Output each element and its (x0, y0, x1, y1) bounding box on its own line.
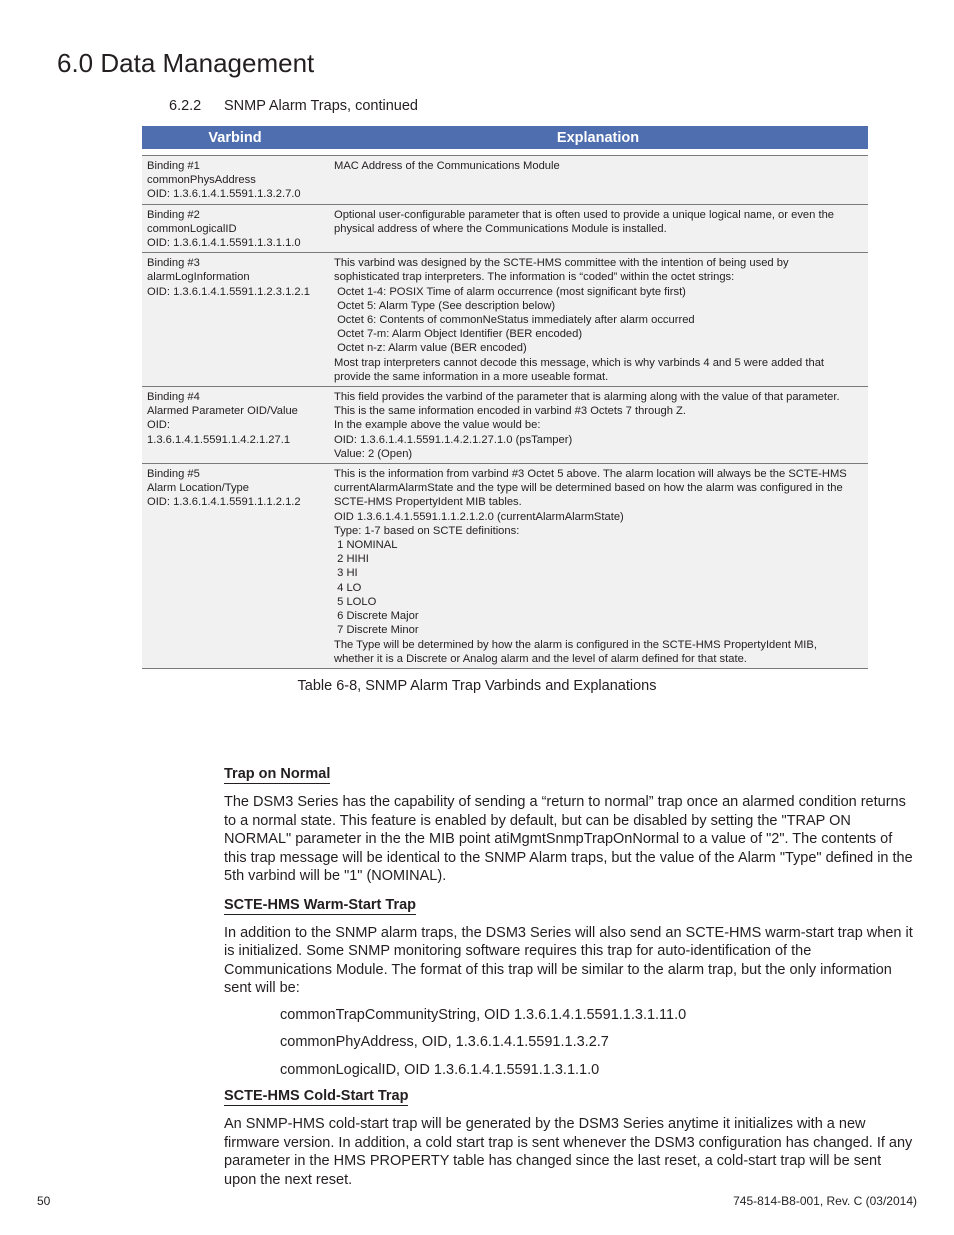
explanation-line: 4 LO (334, 581, 362, 594)
page-title: 6.0 Data Management (57, 48, 315, 78)
column-header-explanation: Explanation (328, 126, 868, 149)
paragraph-warm-start: In addition to the SNMP alarm traps, the DSM3 Series will also send an SCTE-HMS warm-start trap when it is initialized. Some SNMP monitoring software requires this trap for auto-identification of the Communications Module. The format of this trap will be similar to the alarm trap, but the only information sent will be: (224, 924, 913, 996)
explanation-cell (328, 464, 868, 669)
explanation-cell (328, 253, 868, 387)
explanation-line: This is the information from varbind #3 Octet 5 above. The alarm location will always be the SCTE-HMS currentAlarmAlarmState and the type will be determined based on how the alarm was configured in the SCTE-HMS PropertyIdent MIB tables. (334, 468, 850, 509)
varbind-line: OID: 1.3.6.1.4.1.5591.1.2.3.1.2.1 (147, 285, 310, 298)
heading-warm-start: SCTE-HMS Warm-Start Trap (224, 896, 417, 913)
heading-trap-on-normal: Trap on Normal (224, 766, 331, 782)
explanation-line: This field provides the varbind of the parameter that is alarming along with the value of that parameter. This is the same information encoded in varbind #3 Octets 7 through Z. (334, 391, 843, 418)
varbind-table (142, 126, 868, 669)
explanation-line: 7 Discrete Minor (334, 624, 419, 637)
explanation-line: Octet 6: Contents of commonNeStatus immediately after alarm occurred (334, 314, 695, 327)
paragraph-trap-on-normal: The DSM3 Series has the capability of sending a “return to normal” trap once an alarmed condition returns to a normal state. This feature is enabled by default, but can be disabled by setting the "TRAP ON NORMAL" parameter in the the MIB point atiMgmtSnmpTrapOnNormal to a value of "2". The contents of this trap message will be identical to the SNMP Alarm traps, but the value of the Alarm "Type" defined in the 5th varbind will be "1" (NOMINAL). (224, 794, 913, 884)
explanation-line: Octet n-z: Alarm value (BER encoded) (334, 342, 527, 355)
body-text (224, 763, 914, 1197)
explanation-line: In the example above the value would be: (334, 419, 541, 432)
explanation-line: 3 HI (334, 567, 358, 580)
varbind-line: Binding #1 (147, 160, 200, 172)
explanation-line: 6 Discrete Major (334, 610, 419, 623)
explanation-line: 1 NOMINAL (334, 539, 398, 552)
explanation-line: Value: 2 (Open) (334, 447, 413, 460)
table-row (142, 156, 868, 205)
varbind-cell (142, 156, 328, 205)
explanation-line: 2 HIHI (334, 553, 369, 566)
varbind-line: Binding #3 (147, 257, 200, 270)
varbind-cell (142, 387, 328, 464)
oid-line: commonLogicalID, OID 1.3.6.1.4.1.5591.1.3.1.1.0 (280, 1061, 600, 1078)
table-row (142, 253, 868, 387)
explanation-cell (328, 156, 868, 205)
varbind-line: Binding #5 (147, 468, 200, 481)
explanation-line: Octet 1-4: POSIX Time of alarm occurrence (most significant byte first) (334, 285, 686, 298)
paragraph-cold-start: An SNMP-HMS cold-start trap will be generated by the DSM3 Series anytime it initializes with a new firmware version. In addition, a cold start trap is sent whenever the DSM3 configuration has changed. If any parameter in the HMS PROPERTY table has changed since the last reset, a cold-start trap will be sent upon the next reset. (224, 1116, 913, 1188)
explanation-line: Octet 5: Alarm Type (See description below) (334, 299, 556, 312)
varbind-line: OID: 1.3.6.1.4.1.5591.1.3.2.7.0 (147, 188, 301, 201)
table-row (142, 464, 868, 669)
explanation-line: OID 1.3.6.1.4.1.5591.1.1.2.1.2.0 (currentAlarmAlarmState) (334, 510, 624, 523)
explanation-line: OID: 1.3.6.1.4.1.5591.1.4.2.1.27.1.0 (psTamper) (334, 433, 573, 446)
varbind-line: Binding #2 (147, 208, 200, 221)
explanation-line: MAC Address of the Communications Module (334, 160, 560, 172)
subsection-number: 6.2.2 (169, 98, 202, 114)
explanation-cell (328, 204, 868, 253)
explanation-line: Optional user-configurable parameter that is often used to provide a unique logical name, or even the physical address of where the Communications Module is installed. (334, 208, 838, 235)
varbind-line: 1.3.6.1.4.1.5591.1.4.2.1.27.1 (147, 433, 291, 446)
explanation-line: This varbind was designed by the SCTE-HMS committee with the intention of being used by sophisticated trap interpreters. The information is “coded” within the octet strings: (334, 257, 792, 284)
explanation-line: Type: 1-7 based on SCTE definitions: (334, 524, 520, 537)
table-row (142, 387, 868, 464)
explanation-line: Octet 7-m: Alarm Object Identifier (BER encoded) (334, 328, 583, 341)
subsection-heading (169, 98, 418, 114)
document-id: 745-814-B8-001, Rev. C (03/2014) (733, 1194, 917, 1208)
explanation-line: The Type will be determined by how the alarm is configured in the SCTE-HMS PropertyIdent MIB, whether it is a Discrete or Analog alarm and the level of alarm defined for that state. (334, 638, 821, 665)
varbind-cell (142, 204, 328, 253)
explanation-cell (328, 387, 868, 464)
varbind-cell (142, 253, 328, 387)
table-caption: Table 6-8, SNMP Alarm Trap Varbinds and Explanations (297, 678, 657, 694)
table-row (142, 204, 868, 253)
varbind-line: OID: 1.3.6.1.4.1.5591.1.1.2.1.2 (147, 496, 301, 509)
heading-cold-start: SCTE-HMS Cold-Start Trap (224, 1088, 409, 1104)
varbind-line: commonPhysAddress (147, 174, 256, 187)
explanation-line: Most trap interpreters cannot decode this message, which is why varbinds 4 and 5 were added that provide the same information in a more useable format. (334, 356, 828, 383)
varbind-line: alarmLogInformation (147, 271, 250, 284)
column-header-varbind: Varbind (142, 126, 328, 149)
varbind-cell (142, 464, 328, 669)
varbind-line: commonLogicalID (147, 222, 237, 235)
varbind-line: Binding #4 (147, 391, 200, 404)
varbind-line: OID: 1.3.6.1.4.1.5591.1.3.1.1.0 (147, 237, 301, 250)
subsection-title: SNMP Alarm Traps, continued (224, 98, 418, 114)
varbind-line: OID: (147, 419, 170, 432)
varbind-line: Alarmed Parameter OID/Value (147, 405, 298, 418)
varbind-line: Alarm Location/Type (147, 482, 249, 495)
oid-line: commonTrapCommunityString, OID 1.3.6.1.4.1.5591.1.3.1.11.0 (280, 1006, 687, 1023)
oid-line: commonPhyAddress, OID, 1.3.6.1.4.1.5591.1.3.2.7 (280, 1034, 609, 1050)
explanation-line: 5 LOLO (334, 595, 377, 608)
page-number: 50 (37, 1194, 51, 1208)
